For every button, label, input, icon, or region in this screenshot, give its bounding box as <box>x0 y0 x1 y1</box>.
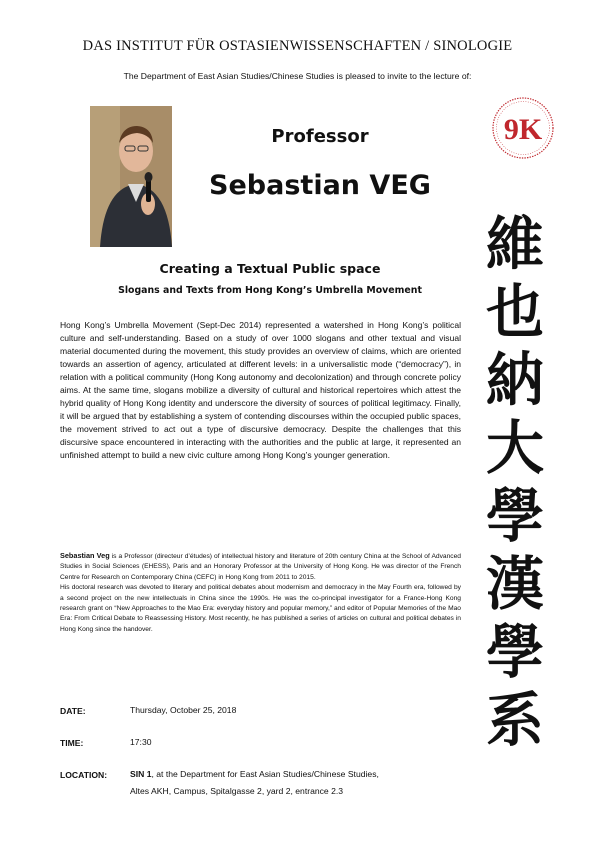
calligraphy-character: 也 <box>485 278 545 346</box>
lecture-subtitle: Slogans and Texts from Hong Kong’s Umbrella Movement <box>118 285 422 296</box>
speaker-name: Sebastian VEG <box>209 170 431 201</box>
location-label: LOCATION: <box>60 770 108 780</box>
speaker-photo <box>90 106 172 247</box>
location-line-2: Altes AKH, Campus, Spitalgasse 2, yard 2, entrance 2.3 <box>130 786 344 796</box>
location-value <box>130 766 379 800</box>
date-value: Thursday, October 25, 2018 <box>130 705 237 715</box>
location-line-1-text: , at the Department for East Asian Studies/Chinese Studies, <box>151 769 379 779</box>
calligraphy-character: 大 <box>485 414 545 482</box>
date-label: DATE: <box>60 706 86 716</box>
calligraphy-character: 漢 <box>485 550 545 618</box>
calligraphy-column <box>470 206 560 766</box>
lecture-abstract: Hong Kong’s Umbrella Movement (Sept-Dec 2014) represented a watershed in Hong Kong’s political culture and self-understanding. Based on a study of over 1000 slogans and other textual and visual material documented during the movement, this study provides an overview of claims, which are oriented towards an assertion of agency, articulated at different levels: in a universalistic mode (“democracy”), in relation with a political community (Hong Kong autonomy and decolonization) and through concrete policy aims. At the same time, slogans mobilize a diversity of cultural and historical repertoires which attest the hybrid quality of Hong Kong identity and underscore the diversity of sources of political legitimacy. Finally, it will be argued that by establishing a system of contending discourses within the occupied public spaces, the movement strived to act out a type of discursive democracy. Despite the challenges that this discursive space encountered in interacting with the authorities and the public at large, it represented an unfinished attempt to build a new civic culture among Hong Kong’s younger generation. <box>60 320 461 461</box>
bio-paragraph-1 <box>60 551 461 583</box>
institute-heading: DAS INSTITUT FÜR OSTASIENWISSENSCHAFTEN / SINOLOGIE <box>82 38 513 54</box>
time-label: TIME: <box>60 738 84 748</box>
bio-paragraph-2: His doctoral research was devoted to literary and political debates about modernism and democracy in the May Fourth era, followed by a second project on the new intellectuals in China since the 1990s. He was the co-principal investigator for a France-Hong Kong research grant on “New Approaches to the Mao Era: everyday history and popular memory,” and editor of Popular Memories of the Mao Era: From Critical Debate to Reassessing History. Most recently, he has published a series of articles on cultural and political debates in Hong Kong since the handover. <box>60 584 461 633</box>
location-line-1 <box>130 766 379 783</box>
calligraphy-character: 納 <box>485 346 545 414</box>
speaker-honorific: Professor <box>271 126 369 147</box>
lecture-title: Creating a Textual Public space <box>159 261 381 276</box>
location-room: SIN 1 <box>130 769 152 779</box>
calligraphy-character: 系 <box>485 686 545 754</box>
seal-text: 9K <box>503 113 543 146</box>
bio-speaker-name: Sebastian Veg <box>60 551 110 560</box>
calligraphy-character: 學 <box>485 618 545 686</box>
calligraphy-character: 學 <box>485 482 545 550</box>
bio-paragraph-1-text: is a Professor (directeur d’études) of intellectual history and literature of 20th century China at the School of Advanced Studies in Social Sciences (EHESS), Paris and an Honorary Professor at the University of Hong Kong. He was director of the French Centre for Research on Contemporary China (CEFC) in Hong Kong from 2011 to 2015. <box>60 553 461 581</box>
institute-seal-logo <box>491 96 555 160</box>
invitation-line: The Department of East Asian Studies/Chinese Studies is pleased to invite to the lecture of: <box>123 71 472 81</box>
speaker-bio <box>60 551 461 635</box>
time-value: 17:30 <box>130 737 152 747</box>
calligraphy-character: 維 <box>485 210 545 278</box>
